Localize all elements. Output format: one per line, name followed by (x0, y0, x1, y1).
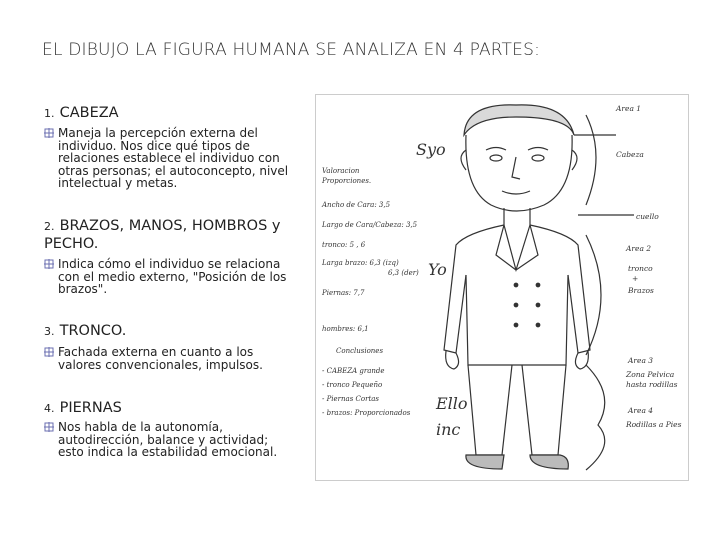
right-notes (615, 104, 682, 429)
bullet-line: intelectual y metas. (58, 176, 178, 190)
human-figure-drawing (315, 94, 689, 481)
note-text: Area 4 (628, 406, 654, 415)
note-text: Ancho de Cara: 3,5 (322, 201, 391, 209)
section-number: 4. (44, 402, 55, 415)
note-text: tronco (628, 264, 653, 273)
bullet-line: individuo. Nos dice qué tipos de (58, 138, 250, 153)
bullet-line: valores convencionales, impulsos. (58, 357, 263, 372)
section-name: CABEZA (59, 105, 119, 121)
bullet-line: Nos habla de la autonomía, (58, 420, 223, 434)
bullet-icon (44, 422, 54, 432)
note-text: tronco: 5 , 6 (322, 241, 366, 249)
scribbles (416, 140, 468, 439)
note-text: + (632, 274, 639, 283)
note-text: Proporciones. (322, 177, 372, 185)
note-text: - CABEZA grande (322, 367, 385, 375)
bullet-line: brazos". (58, 282, 108, 296)
bullet-line: autodirección, balance y actividad; (58, 432, 269, 447)
bullet-line: Fachada externa en cuanto a los (58, 345, 254, 359)
note-text: 6,3 (der) (388, 269, 419, 277)
human-figure-sketch (316, 95, 688, 480)
section-name: BRAZOS, MANOS, HOMBROS y (59, 218, 281, 234)
bullet-line: esto indica la estabilidad emocional. (58, 445, 278, 459)
section-brazos-heading (44, 217, 281, 252)
note-text: Largo de Cara/Cabeza: 3,5 (322, 221, 418, 229)
bullet-line: otras personas; el autoconcepto, nivel (58, 163, 289, 178)
section-piernas-heading (44, 397, 122, 416)
scribble-text: Syo (416, 140, 446, 159)
left-notes (321, 167, 419, 417)
note-text: cuello (636, 212, 659, 221)
section-name: TRONCO. (59, 323, 127, 339)
section-number: 1. (44, 107, 55, 120)
section-cabeza-bullet (44, 127, 288, 190)
bullet-line: Maneja la percepción externa del (58, 126, 258, 140)
bullet-line: relaciones establece el individuo con (58, 151, 280, 165)
section-cabeza-heading (44, 102, 119, 121)
note-text: Brazos (628, 286, 654, 295)
bullet-icon (44, 259, 54, 269)
scribble-text: Ello (436, 394, 468, 413)
section-tronco-bullet (44, 346, 263, 371)
figure-outline (444, 105, 634, 470)
section-number: 2. (44, 220, 55, 233)
scribble-text: Yo (428, 260, 447, 279)
scribble-text: inc (436, 420, 461, 439)
note-text: Larga brazo: 6,3 (izq) (322, 259, 399, 267)
section-number: 3. (44, 325, 55, 338)
note-text: Area 2 (626, 244, 652, 253)
note-text: Area 3 (628, 356, 654, 365)
note-text: Conclusiones (336, 347, 384, 355)
note-text: Area 1 (616, 104, 642, 113)
note-text: - brazos: Proporcionados (322, 409, 411, 417)
section-tronco-heading (44, 320, 126, 339)
section-name: PECHO. (44, 236, 99, 252)
note-text: - tronco Pequeño (322, 381, 383, 389)
section-name: PIERNAS (59, 400, 122, 416)
note-text: Cabeza (616, 150, 644, 159)
note-text: hombres: 6,1 (322, 325, 369, 333)
note-text: - Piernas Cortas (322, 395, 380, 403)
slide-title: EL DIBUJO LA FIGURA HUMANA SE ANALIZA EN 4 PARTES: (42, 40, 540, 60)
section-brazos-bullet (44, 258, 286, 296)
bullet-icon (44, 347, 54, 357)
bullet-line: con el medio externo, "Posición de los (58, 269, 287, 284)
section-piernas-bullet (44, 421, 277, 459)
bullet-line: Indica cómo el individuo se relaciona (58, 257, 281, 271)
note-text: Valoracion (322, 167, 360, 175)
note-text: hasta rodillas (626, 380, 678, 389)
note-text: Piernas: 7,7 (322, 289, 365, 297)
note-text: Zona Pelvica (626, 370, 675, 379)
bullet-icon (44, 128, 54, 138)
note-text: Rodillas a Pies (626, 420, 682, 429)
